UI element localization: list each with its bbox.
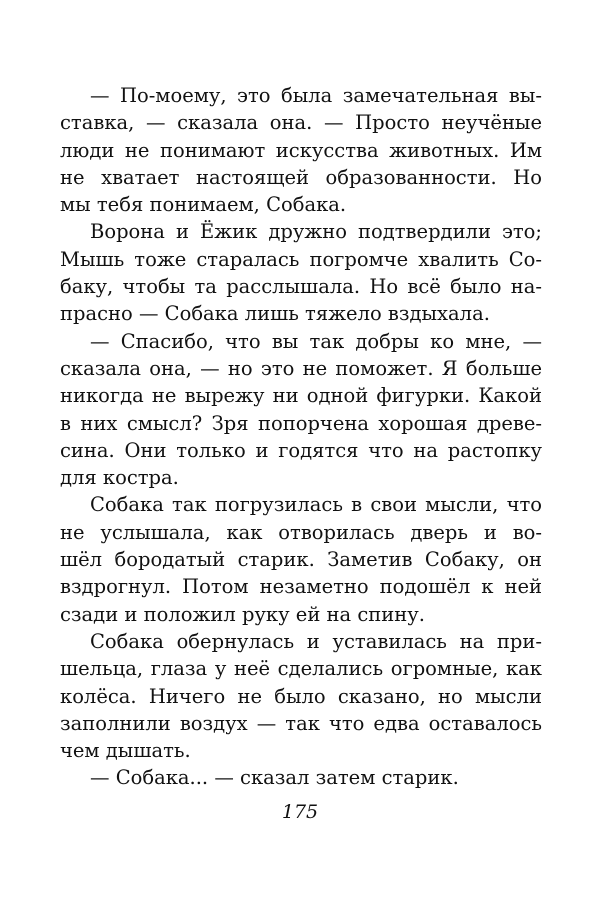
text-line: Собака так погрузилась в свои мысли, что xyxy=(90,493,542,517)
text-line: баку, чтобы та расслышала. Но всё было на- xyxy=(60,275,542,299)
text-line: сина. Они только и годятся что на растопку xyxy=(60,438,542,462)
paragraph-6 xyxy=(60,764,542,791)
text-line: Собака обернулась и уставилась на при- xyxy=(90,629,542,653)
text-line: чем дышать. xyxy=(60,739,191,763)
body-text xyxy=(60,82,542,792)
text-line: — По-моему, это была замечательная вы- xyxy=(90,84,542,107)
text-line: для костра. xyxy=(60,466,179,490)
text-line: шельца, глаза у неё сделались огромные, как xyxy=(60,657,542,681)
paragraph-3 xyxy=(60,328,542,492)
text-line: сказала она, — но это не поможет. Я больше xyxy=(60,356,542,380)
paragraph-4 xyxy=(60,491,542,627)
text-line: люди не понимают искусства животных. Им xyxy=(60,138,542,162)
text-line: Ворона и Ёжик дружно подтвердили это; xyxy=(90,220,542,244)
text-line: Мышь тоже старалась погромче хвалить Со- xyxy=(60,247,542,271)
page-number: 175 xyxy=(281,801,319,823)
text-line: ставка, — сказала она. — Просто неучёные xyxy=(60,111,542,135)
text-line: шёл бородатый старик. Заметив Собаку, он xyxy=(60,548,542,572)
text-line: мы тебя понимаем, Собака. xyxy=(60,193,347,217)
text-line: никогда не вырежу ни одной фигурки. Какой xyxy=(60,384,542,408)
text-line: вздрогнул. Потом незаметно подошёл к ней xyxy=(60,575,542,599)
text-line: заполнили воздух — так что едва оставалось xyxy=(60,711,542,735)
text-line: сзади и положил руку ей на спину. xyxy=(60,602,425,626)
text-line: не хватает настоящей образованности. Но xyxy=(60,165,542,189)
text-line: прасно — Собака лишь тяжело вздыхала. xyxy=(60,302,490,326)
text-line: не услышала, как отворилась дверь и во- xyxy=(60,520,542,544)
paragraph-1 xyxy=(60,82,542,218)
text-line: — Спасибо, что вы так добры ко мне, — xyxy=(90,329,542,353)
text-line: — Собака... — сказал затем старик. xyxy=(90,766,459,790)
paragraph-2 xyxy=(60,218,542,327)
paragraph-5 xyxy=(60,628,542,764)
text-line: в них смысл? Зря попорчена хорошая древе- xyxy=(60,411,542,435)
text-line: колёса. Ничего не было сказано, но мысли xyxy=(60,684,542,708)
